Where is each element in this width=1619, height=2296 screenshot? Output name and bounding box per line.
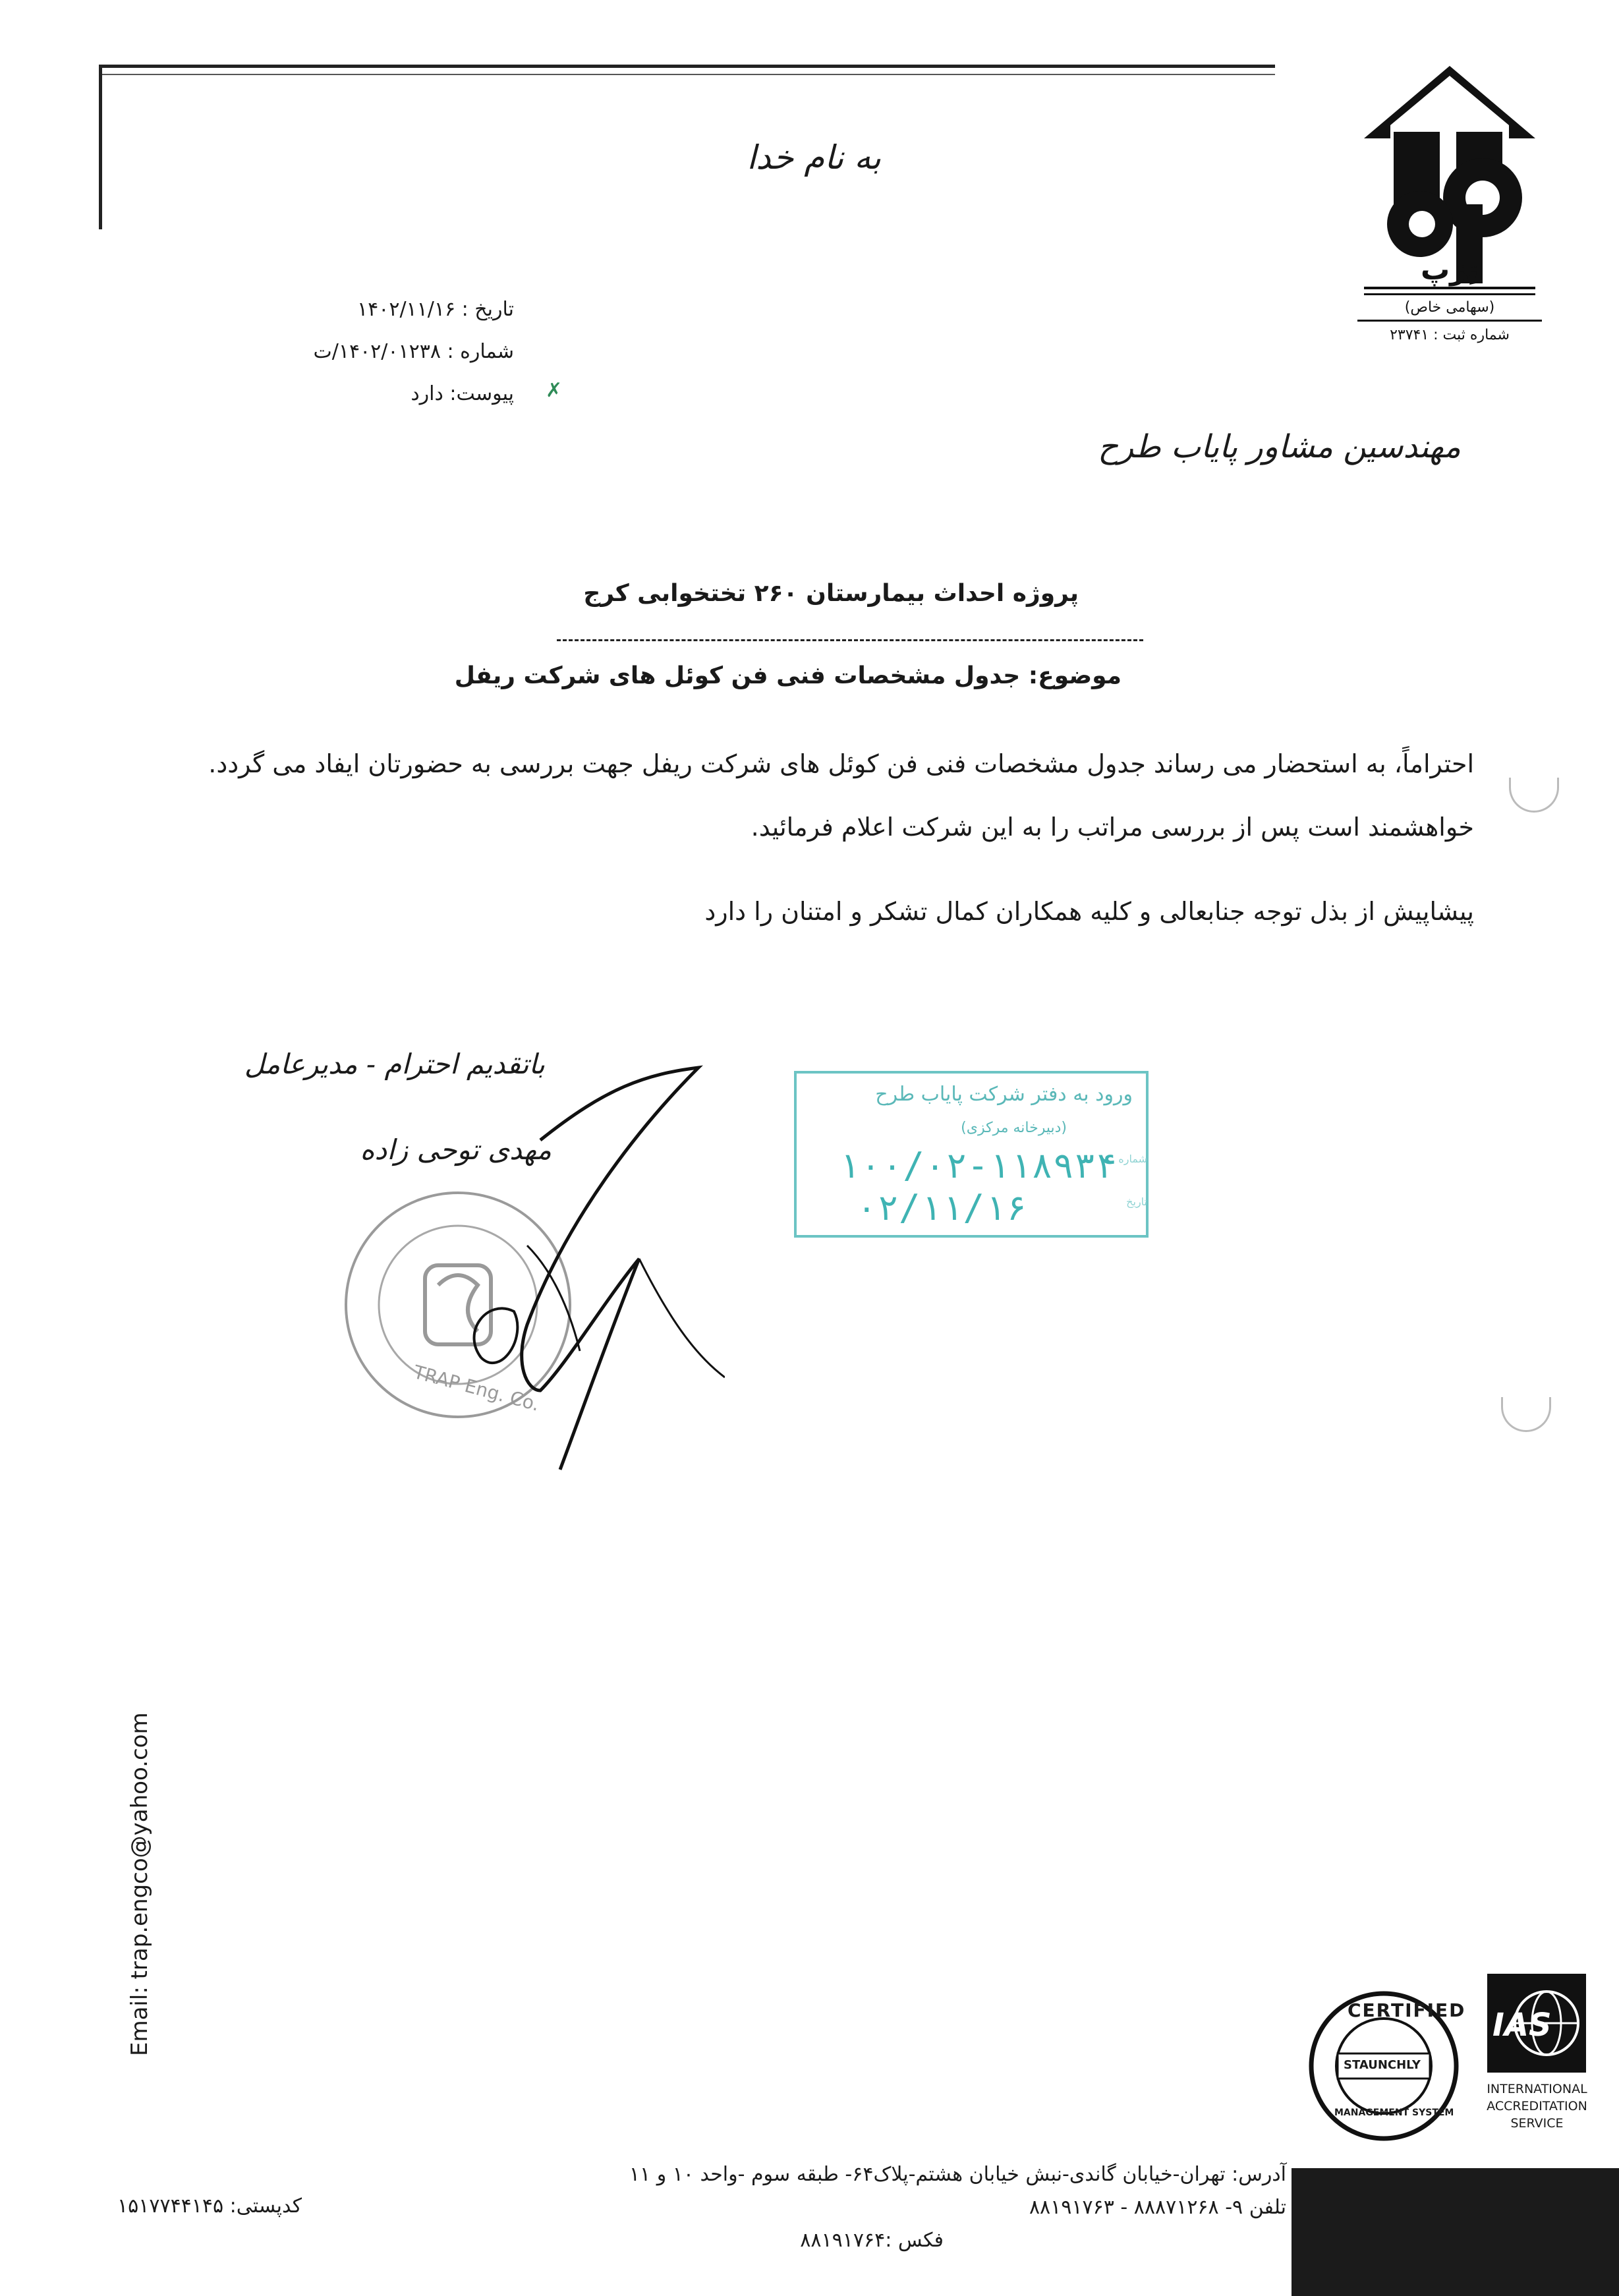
- signature-icon: [329, 1048, 725, 1476]
- receipt-stamp: [794, 1071, 1149, 1238]
- frame-top-border: [99, 65, 1275, 68]
- letter-number: شماره : ۱۴۰۲/۰۱۲۳۸/ت: [313, 340, 514, 363]
- stamp-number-label: شماره: [1118, 1153, 1147, 1165]
- letter-meta: [303, 289, 514, 415]
- footer-email: Email: trap.engco@yahoo.com: [127, 1712, 153, 2056]
- letter-body: [196, 741, 1474, 952]
- footer-address: آدرس: تهران-خیابان گاندی-نبش خیابان هشتم-پلاک۶۴- طبقه سوم -واحد ۱۰ و ۱۱: [629, 2163, 1286, 2186]
- stamp-date: ۰۲/۱۱/۱۶: [856, 1187, 1028, 1228]
- ias-text: IAS: [1492, 2007, 1552, 2044]
- company-logo: [1351, 59, 1548, 389]
- basmala: به نام خدا: [747, 138, 881, 177]
- stamp-title: ورود به دفتر شرکت پایاب طرح: [875, 1083, 1133, 1106]
- letter-subject: موضوع: جدول مشخصات فنی فن کوئل های شرکت ریفل: [454, 662, 1122, 689]
- cert-bottom-text: MANAGEMENT SYSTEM: [1334, 2108, 1454, 2118]
- stamp-date-label: تاریخ: [1126, 1195, 1147, 1208]
- letter-date: تاریخ : ۱۴۰۲/۱۱/۱۶: [357, 298, 514, 321]
- ias-logo-icon: [1487, 1974, 1586, 2073]
- seal-text: TRAP Eng. Co.: [411, 1361, 542, 1416]
- letter-attachment: پیوست: دارد: [411, 382, 514, 405]
- footer-fax: فکس :۸۸۱۹۱۷۶۴: [800, 2229, 944, 2252]
- footer-address-block: [430, 2158, 1286, 2257]
- consultant-name: مهندسین مشاور پایاب طرح: [1098, 428, 1461, 465]
- divider: [557, 639, 1143, 641]
- punch-hole: [1501, 1397, 1551, 1432]
- ias-line3: SERVICE: [1510, 2116, 1564, 2131]
- footer-black-bar: [1292, 2168, 1619, 2296]
- company-name: تِرَپ: [1420, 253, 1479, 287]
- frame-left-border: [99, 65, 102, 229]
- cert-mid-text: STAUNCHLY: [1344, 2058, 1421, 2072]
- signatory-name: مهدی توحی زاده: [360, 1134, 552, 1166]
- check-mark: ✗: [546, 379, 563, 402]
- closing-line: باتقدیم احترام - مدیرعامل: [244, 1048, 545, 1080]
- registration-number: شماره ثبت : ۲۳۷۴۱: [1390, 327, 1510, 343]
- cert-top-text: CERTIFIED: [1348, 1999, 1466, 2021]
- stamp-number: ۱۰۰/۰۲-۱۱۸۹۳۴: [838, 1145, 1118, 1186]
- body-paragraph: خواهشمند است پس از بررسی مراتب را به این شرکت اعلام فرمائید.: [751, 813, 1474, 842]
- footer-phone: تلفن ۹- ۸۸۸۷۱۲۶۸ - ۸۸۱۹۱۷۶۳: [1029, 2196, 1286, 2219]
- certified-badge: [1308, 1990, 1466, 2142]
- project-title: پروژه احداث بیمارستان ۲۶۰ تختخوابی کرج: [583, 580, 1079, 607]
- footer-postal-code: کدپستی: ۱۵۱۷۷۴۴۱۴۵: [117, 2195, 302, 2218]
- ias-badge: [1479, 1974, 1595, 2158]
- ias-line1: INTERNATIONAL: [1487, 2082, 1587, 2096]
- ias-line2: ACCREDITATION: [1487, 2099, 1587, 2113]
- company-type: (سهامی خاص): [1404, 299, 1495, 316]
- frame-top-inner-border: [99, 74, 1275, 75]
- stamp-subtitle: (دبیرخانه مرکزی): [961, 1120, 1067, 1136]
- punch-hole: [1509, 778, 1559, 813]
- body-paragraph: احتراماً، به استحضار می رساند جدول مشخصات فنی فن کوئل های شرکت ریفل جهت بررسی به حضورتان ایفاد می گردد.: [208, 749, 1474, 778]
- body-paragraph: پیشاپیش از بذل توجه جنابعالی و کلیه همکاران کمال تشکر و امتنان را دارد: [704, 897, 1474, 926]
